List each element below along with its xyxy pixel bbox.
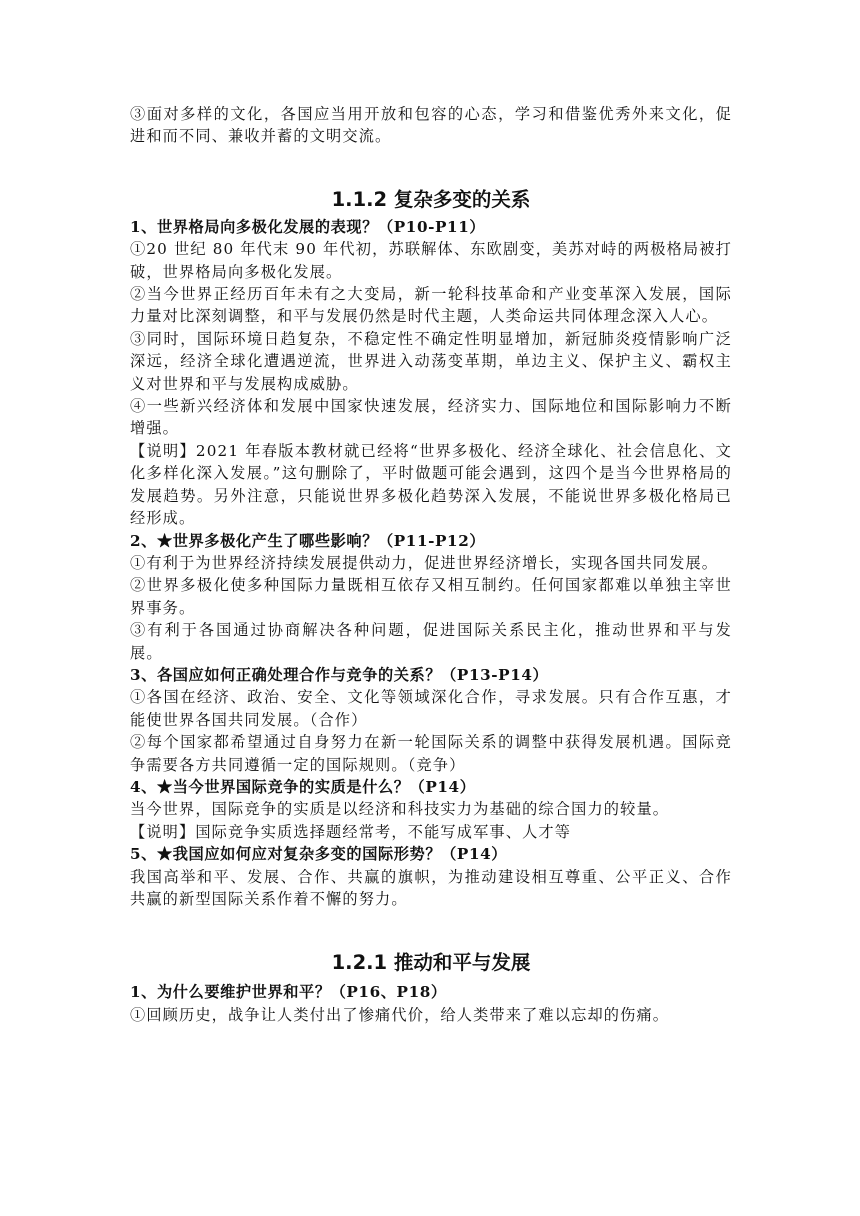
- q2-item-3: ③有利于各国通过协商解决各种问题，促进国际关系民主化，推动世界和平与发展。: [130, 621, 732, 662]
- q1-item-3: ③同时，国际环境日趋复杂，不稳定性不确定性明显增加，新冠肺炎疫情影响广泛深远，经济全球化遭遇逆流，世界进入动荡变革期，单边主义、保护主义、霸权主义对世界和平与发展构成威胁。: [130, 329, 732, 393]
- section-title-1-1-2: 1.1.2 复杂多变的关系: [331, 187, 531, 211]
- question-1: 1、世界格局向多极化发展的表现？（P10-P11）: [130, 217, 486, 236]
- section-title-1-2-1: 1.2.1 推动和平与发展: [331, 951, 531, 975]
- q1-item-2: ②当今世界正经历百年未有之大变局，新一轮科技革命和产业变革深入发展，国际力量对比深刻调整，和平与发展仍然是时代主题，人类命运共同体理念深入人心。: [130, 285, 732, 326]
- q3-item-2: ②每个国家都希望通过自身努力在新一轮国际关系的调整中获得发展机遇。国际竞争需要各方共同遵循一定的国际规则。（竞争）: [130, 733, 732, 774]
- question-4: 4、★当今世界国际竞争的实质是什么？（P14）: [130, 777, 476, 796]
- q1-item-4: ④一些新兴经济体和发展中国家快速发展，经济实力、国际地位和国际影响力不断增强。: [130, 397, 732, 438]
- question-3: 3、各国应如何正确处理合作与竞争的关系？（P13-P14）: [130, 665, 549, 684]
- intro-item-3: ③面对多样的文化，各国应当用开放和包容的心态，学习和借鉴优秀外来文化，促进和而不同、兼收并蓄的文明交流。: [130, 105, 732, 146]
- question-2: 2、★世界多极化产生了哪些影响？（P11-P12）: [130, 531, 486, 550]
- document-page: [130, 103, 732, 1026]
- q1-item-1: ①20 世纪 80 年代末 90 年代初，苏联解体、东欧剧变，美苏对峙的两极格局被打破，世界格局向多极化发展。: [130, 240, 732, 281]
- section-1-2-1-q1-item-1: ①回顾历史，战争让人类付出了惨痛代价，给人类带来了难以忘却的伤痛。: [130, 1005, 670, 1024]
- q4-note: 【说明】国际竞争实质选择题经常考，不能写成军事、人才等: [130, 822, 572, 841]
- q4-answer: 当今世界，国际竞争的实质是以经济和科技实力为基础的综合国力的较量。: [130, 800, 670, 819]
- q2-item-2: ②世界多极化使多种国际力量既相互依存又相互制约。任何国家都难以单独主宰世界事务。: [130, 576, 732, 617]
- question-5: 5、★我国应如何应对复杂多变的国际形势？（P14）: [130, 845, 508, 864]
- q1-note: 【说明】2021 年春版本教材就已经将“世界多极化、经济全球化、社会信息化、文化多样化深入发展。”这句删除了，平时做题可能会遇到，这四个是当今世界格局的发展趋势。另外注意，只能说世界多极化趋势深入发展，不能说世界多极化格局已经形成。: [130, 441, 732, 528]
- q5-answer: 我国高举和平、发展、合作、共赢的旗帜，为推动建设相互尊重、公平正义、合作共赢的新型国际关系作着不懈的努力。: [130, 867, 732, 908]
- q3-item-1: ①各国在经济、政治、安全、文化等领域深化合作，寻求发展。只有合作互惠，才能使世界各国共同发展。（合作）: [130, 688, 732, 729]
- section-1-2-1-question-1: 1、为什么要维护世界和平？（P16、P18）: [130, 983, 447, 1002]
- q2-item-1: ①有利于为世界经济持续发展提供动力，促进世界经济增长，实现各国共同发展。: [130, 553, 719, 572]
